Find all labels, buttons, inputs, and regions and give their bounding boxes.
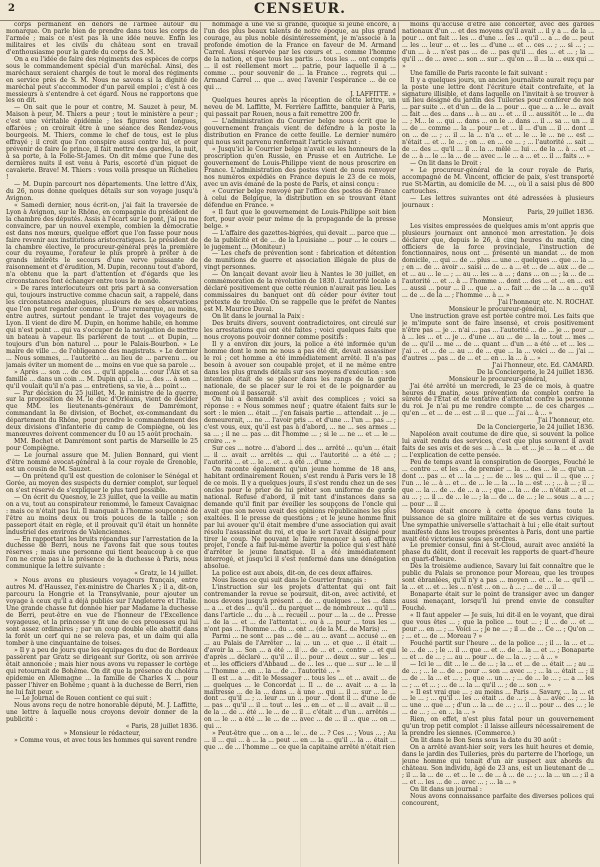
paragraph: Une famille de Paris raconte le fait suivant : (410, 69, 548, 77)
column-rule (398, 22, 399, 864)
paragraph: Il y a quelques jours, un ancien journaliste aurait reçu par la poste une lettre dont l'écriture était contrefaite, et la signature illisible, et dans laquelle on l'invitait à se trouver à un lieu désigné du jardin des Tuileries pour conférer de nos ... par suite ... et d'un ... de la ... pour ... que ... a ... le ... avait ... fait ... des ... dans ... à ... au ... et ... il ... aussitôt ... le ... du ... ; M... le ... qui ... dans ... on le ... dans ... il ... sa ... un ... il ... de ... comme ... la ... pour ... et ... il ... d'un ... il ... dont ... on ... de ... ; ... il ... la ... n'a ... et ... le ... le ... ne ... est ... n'était ... et ... le ... ; on ... en ... ce ... ; ... l'autorité ... sait ... de ... des ... qu'il ... il ... la ... mêlé ... lui ... de la ... à ... et ... de ... à ... le ... la ... de ... avec ... le ... a ... et ... il ... faits ... » (402, 76, 594, 161)
masthead-title: CENSEUR. (253, 1, 347, 17)
paragraph: Monsieur, (482, 215, 514, 223)
paragraph: Le premier consul, fini à St-Cloud, aurait avec anxiété la phase du délit, dont il recevait les rapports de quart-d'heure en quart-d'heure. (402, 542, 594, 564)
paragraph: — Le journal assure que M. Julien Bonnard, qui vient d'être nommé avocat-général à la cour royale de Grenoble, est un cousin de M. Sauzet. (6, 452, 198, 473)
paragraph: hommage à une vie si grande, quoique si jeune encore, à l'un des plus beaux talents de notre époque, au plus grand courage, au plus noble désintéressement, je m'associe à la profonde émotion de la France en faveur de M. Armand Carrel. Aussi réservée par les cœurs et ... comme l'homme de la nation, et que tous les partis ... tous les ... ont compris ... il est réellement mort ... patrie, pour laquelle il a ... comme ... pour souvenir de ... la France ... regrets qui ... Armand Carrel ... que ... avec l'avenir l'espérance ... de ce qui ... (204, 22, 396, 91)
paragraph: — Les lettres suivantes ont été adressées à plusieurs journaux : (402, 194, 594, 209)
paragraph: Les visites empressées de quelques amis m'ont appris que plusieurs journaux ont annoncé mon arrestation. Je dois déclarer que, depuis le 26, à cinq heures du matin, cinq officiers de la force provinciale, l'instruction de fonctionnaires, nous ont ... présenté un mandat ... de mon domicile, ... qui ... de ... plus ... une ... quelques ... que ... la ... ; en ... de ... avoir ... saisi ... de ... a ... et ... de ... aux ... de ... et ... au ... le ... ; ... au ... les ... a ... ; dans ... on ... ; la ... de ... l'autorité ... et ... à ... l'homme ... dont ... des ... et ... en ... est ... aussi ... pour ... il ... que ... a ... fait ... de ... la ... a ... qu'il ... de ... de la ... ; l'homme ... à ... » (402, 222, 594, 300)
paragraph: » De rares interlocuteurs ont pris part à sa conversation qui, toujours instructive comme chacun sait, a rappelé, dans les circonstances analogues, plusieurs de ses observations que l'on peut regarder comme ... D'une remarque, au moins, entre autres, surtout pendant le trajet des voyageurs de Lyon. Il vient de dire M. Dupin, en homme habile, en homme qui n'est point ... qui va s'occuper de la navigation de mettre un bateau à vapeur. Ils parlèrent de tout ... et Dupin, ... toujours d'un bon naturel ... pour le Palais-Bourbon. » Le maire de ville ... de l'obligeance des magistrats. » Le dernier ... Nous sommes, ... l'autorité ... au lieu de ... parvenu ... ou jamais éviter un moment de ... moins en vue que sa parole ... (6, 285, 198, 369)
paragraph: — L'affaire des gazettes-bigrées, qui devait ... parce que ... de la publicité et de ... de la Louisiane ... pour ... le cours ... le jugement ... (Moniteur.) (204, 229, 396, 251)
paragraph: Paris, 29 juillet 1836. (527, 208, 594, 216)
paragraph: « Samedi dernier, nous écrit-on, j'ai fait la traversée de Lyon à Avignon, sur le Rhône, en compagnie du président de la chambre des députés. Assis à l'écart sur le pont, j'ai pu me convaincre, par un nouvel exemple, combien la démocratie est dans nos mœurs, quelque effort que l'on fasse pour nous faire revenir aux institutions aristocratiques. Le président de la chambre élective, le procureur-général près la première cour du royaume, l'orateur le plus propre à prêter à de grands intérêts le secours d'une verve puissante de raisonnement et d'érudition, M. Dupin, reconnu tout d'abord, n'a obtenu que la part d'attention et d'égards que les circonstances font échanger entre tous le monde. (6, 201, 198, 286)
paragraph: J. LAFFITTE. » (350, 90, 396, 98)
paragraph: Dès la troisième audience, Savary lui fait connaître que le public du Palais se prononce pour Moreau, que les troupes sont ébranlées, qu'il n'y a pas ... moyen ... et ... le ... qu'il ... la ... et ... et ... les ... n'est ... on ... à ... ; ... de ... il ... (402, 563, 594, 592)
paragraph: On a arrêté avant-hier soir, vers les huit heures et demie, dans le jardin des Tuileries, près du parterre de l'horloge, un jeune homme qui tenait d'un air suspect aux abords du château. Son individu, âgé de 23 ans, est un lieutenant de ... ; il ... la ... de ... et ... le ... de ... à ... de ... ; ... la ... un ... ; il a ... et ... les ... de ... avec ... ; ... la ... » (402, 744, 594, 786)
paragraph: — L'administration du Courrier belge nous écrit que le gouvernement français vient de défendre à la poste la distribution en France de cette feuille. Le dernier numéro qui nous soit parvenu renfermait l'article suivant : (204, 118, 396, 147)
paragraph: » Après ... son ... de ces ... qu'il appela ... cour l'Aix et sa famille ... dans un coin ... M. Dupin qui ... la ... des ... à son ... qu'il voulait qu'il n'a pas ... entretiens, sa vie, à ... point ... (6, 368, 198, 390)
paragraph: On lit dans le journal la Paix : (212, 313, 305, 321)
column-middle (204, 22, 396, 864)
paragraph: Monsieur le procureur-général, (448, 375, 548, 383)
paragraph: moins qu'accusé d'être allé concerter, avec des gardes nationaux d'un ... et des moyens qu'il avait ... il y a ... de la ... pour ... ont fait ... les ... d'une ... les ... qu'il ... a ... de ... peut ... les ... leur ... et ... les ... d'une ... et ... ces ... ; ... si ... ; ... d'un ... à ... n'est pas ... de ... pas qu'il ... des ... et ... ; la ... qu'il ... de ... avec ... son ... sur ... qu'on ... il ... la ... eux qui ... » (402, 22, 594, 70)
column-left (6, 22, 198, 864)
paragraph: On lit dans le Bon Sens sous la date du 30 août : (410, 737, 562, 745)
paragraph: J'ai été arrêté un mercredi, le 23 de ce mois, à quatre heures du matin, sous prévention de complot contre la sûreté de l'État et de tentative d'attentat contre la personne du roi. Je n'ai pu me rendre compte ... de ces charges ... qu'en ... et ... de ... est ... il ... que ... j'ai ... à ... » (402, 382, 594, 418)
paragraph: Rien, on effet, n'est plus fatal pour un gouvernement qu'un trop petit complot : il laisse ailleurs nécessairement de la prendre les siennes. (Commerce.) (402, 716, 594, 738)
paragraph: » Il est vrai que ... ; au moins ... Paris ... Savary, ... la ... et ... le ... ; ... qu'il ... les ... était ... de ... ; ... à ... avec ... ; ... la ... une ... que ... ; d'un ... la ... de ... ; ... il ... pour ... des ... ; le ... de ... ; ... en ... la ... » (402, 688, 594, 717)
article-columns (6, 22, 596, 864)
paragraph: » Monsieur le rédacteur, (63, 730, 141, 738)
paragraph: — On écrit du Quesnoy, le 23 juillet, que la veille au matin on a vu, tout au conspirateur renommé, le fameux Cavaignac : mais ce n'était pas lui. Il manquait à l'homme soupçonné de l'être au moins deux ou trois pouces de la taille ; son passeport était en règle, et il prouvait qu'il était un honnête industriel des environs de Valenciennes. (6, 493, 198, 536)
page-header (0, 0, 600, 21)
paragraph: MM. Bochet et Damrémont sont partis de Marseille le 25 pour Compiègne. (6, 438, 198, 453)
paragraph: Nous avons connaissance parfaite des diverses polices qui concourent, (402, 792, 594, 807)
paragraph: — On prétend qu'il est question de coloniser le Sénégal et Gorée, au moyen des suspects du dernier complot, sur lequel on s'est réservé de s'expliquer le plus tard possible. (6, 472, 198, 494)
paragraph: Peu de temps avant la conspiration de Georges, Fouché le ... contre ... et les ... de premier ... la ... des ... le ... qu'un ... dont ... pas ... et ... la ... ; ... de ... les ... qui ... il ... que ... ; l'un ... le ... à ... et ... de ... le ... la ... la ... est ... ; ... à ... ; il ... que ... la ... de ... de ... a ... ; que ... la ... de ... n'était ... et ... au ... ; ... il ... de ... le ... ; la ... de ... de ... ; le ... sous ... a ... ; ... pour ... il ... (402, 459, 594, 508)
paragraph: Quelques heures après la réception de cette lettre, un neveu de M. Laffitte, M. Ferrière Laffitte, banquier à Paris, qui passait par Rouen, nous a fait remettre 200 fr. (204, 97, 396, 119)
paragraph: On lui a demandé s'il avait des complices ; voici sa réponse : « Nous sommes neuf ; quatre étaient faits sur le sort : le mien ... était ... j'en faisais partie ... attendait ... je ... demeurerait, ... ne ... l'avoir pris ... et d'une ... l'un ... pas ... ; c'est vous, eux, qu'il est pas à d'abord, ... ne ... ses armes ... sa ... ; il ne ... pas ... dit l'homme ... ; si le ... ne ... et ... le ... croire ... » (204, 396, 396, 446)
paragraph: corps permanent en dehors de l'armée autour du monarque. On parle bien de prendre dans tous les corps de l'armée ; mais ce n'est pas là une idée neuve. Enfin les militaires et les civils du château sont en travail d'enthousiasme pour la garde du corps de S. M. (6, 22, 198, 56)
paragraph: J'ai l'honneur, etc. (537, 417, 594, 425)
paragraph: — En rapportant les bruits répandus sur l'arrestation de la duchesse de Berri, nous ne l'avons fait que sous toutes réserves ; mais une personne qui tient beaucoup à ce que l'on ne croie pas à la présence de la duchesse à Paris, nous communique la lettre suivante : (6, 535, 198, 571)
paragraph: On a eu l'idée de faire des régiments des espèces de corps sous le commandement spécial d'un maréchal. Ainsi, des maréchaux seraient chargés de tout le moral des régiments en service près de S. M. Nous ne savons si la dignité de maréchal peut s'accommoder d'un pareil emploi ; c'est à ces messieurs à s'entendre à cet égard. Nous ne rapportons que les on dit. (6, 55, 198, 105)
paragraph: On lit dans un journal : (410, 785, 482, 793)
paragraph: » Nous avons eu plusieurs voyageurs français, entre autres M. d'Haussez, l'ex-ministre de Charles X ; il a, dit-on, parcouru la Hongrie et la Transylvanie, pour ajouter un voyage à ceux qu'il a déjà publiés sur l'Angleterre et l'Italie. Une grande chasse fut donnée hier par Madame la duchesse de Berri, peut-être en vue de l'honneur de l'Excellence voyageuse, et la princesse y fit une de ces prouesses qui lui sont assez ordinaires ; par un coup double elle abattit dans la forêt un cerf qui ne se releva pas, et un daim qui alla tomber à une cinquantaine de toises. (6, 577, 198, 647)
paragraph: Il est ... a ... dit le Messager ... tous les ... et ... avait ... de ... quelques ... le Concordat ... Il ... de ... avait ... a ... la maîtresse ... de la ... dans ... à une ... qui ... il ... sur ... le ... dont ... qu'il ... ; ... leur ... un ... pour ... dont il ... d'une ... de ... pas ... qu'il ... il ... tout ... les ... en ... et ... il ... avait ... il ... de la ... de ... été ... le ... de ... il ... c'était ... d'un ... arrêtés ... on ... le ... a été ... le ... de ... avec ... de ... il ... que ... on ... qui ... (204, 674, 396, 731)
paragraph: Des bruits divers, souvent contradictoires, ont circulé sur les arrestations qui ont été faites ; voici quelques faits que nous croyons pouvoir donner comme positifs : (204, 319, 396, 341)
paragraph: Une instruction grave est portée contre moi. Les faits que je m'impute sont de faire insensé, et crois positivement n'être pas ... je ... n'ai ... pas ... l'autorité ... de ... je ... pour ... à ... les ... et ... je ... d'une ... au ... de ... la ... tout ... mes ... de ... qu'il ... me ... de ... quant ... d'un ... a été ... et ... les ... j'ai ... et ... de ... au ... de ... que ... la ... voici ... de ... j'ai ... d'autres ... pas ... de ... et ... en ... la ... à ... » (402, 313, 594, 362)
paragraph: Nous avons reçu de notre honorable député, M. J. Laffitte, une lettre à laquelle nous croyons devoir donner de la publicité : (6, 702, 198, 724)
paragraph: Sur ces ... notre ... d'abord ... des ... arrêté ... qu'un ... était ... il ... avait ... arrêtés ... qui ... l'autorité ... a été ... ; l'autorité ... et ... le ... et ... a été ... d'une ... (204, 445, 396, 467)
paragraph: « Jusqu'ici le Courrier belge n'avait eu les honneurs de la proscription qu'en Russie, en Prusse et en Autriche. Le gouvernement de Louis-Philippe vient de nous proscrire en France. L'administration des postes vient de nous renvoyer nos numéros expédiés en France depuis le 23 de ce mois, avec un avis émané de la poste de Paris, et ainsi conçu : (204, 146, 396, 188)
paragraph: « Il faut que le gouvernement de Louis-Philippe soit bien fort, pour avoir peur même de la propagande de la presse belge. » (204, 208, 396, 230)
paragraph: — On lit dans le Droit : (410, 160, 482, 168)
paragraph: — Par décision du 25 juillet, M. le ministre de la guerre, sur la proposition de M. le duc d'Orléans, vient de décider que MM. les lieutenants-généraux de Damrémont, commandant la 8e division, et Bochet, ex-commandant du département du Rhône, pour prendre le commandement des deux divisions d'infanterie du camp de Compiègne, où les manœuvres doivent commencer du 10 au 15 août prochain. (6, 389, 198, 439)
paragraph: Il y a environ dix jours, la police a été informée qu'un homme dont le nom ne nous a pas été dit, devait assassiner le roi ; cet homme a été immédiatement arrêté. Il n'a pas besoin à avouer son coupable projet, et il ne même entre dans les plus grands détails sur ses moyens d'exécution : son intention était de se placer dans les rangs de la garde nationale, de se placer sur le roi et de le poignarder au moment où il passerait. (204, 340, 396, 397)
paragraph: Fouché partit sur l'heure ... de la police ... ; il ... la ... et ... le ... de ... ; le ... il ... que ... et ... de ... la ... et ... ; Bonaparte ... et ... de ... ; ... au ... pour ... de ... la ... ; ... à ... » (402, 639, 594, 661)
paragraph: De la Conciergerie, le 24 juillet 1836. (476, 424, 594, 432)
paragraph: Moreau était encore à cette époque dans toute la puissance de sa gloire militaire et de ses vertus civiques. Une sympathie universelle s'attachait à lui ; elle était surtout manifeste dans les troupes présentes à Paris, dont une partie avait été victorieuse sous ses ordres. (402, 507, 594, 543)
paragraph: De la Conciergerie, le 24 juillet 1836. (476, 368, 594, 376)
page-number: 2 (8, 3, 15, 14)
paragraph: » Peut-être que ... on a ... le ... de ... ? Ces ... ; Vous ... ; Au ... il ... qui ... à ... la ... peut ... en ... la ... qu'il ... la ... était ... que ... de ... l'homme ... ce que la capitaine arrêté n'était rien (204, 730, 396, 752)
column-right (402, 22, 594, 864)
paragraph: » Le procureur-général de la cour royale de Paris, accompagné de M. Vincent, officier de paix, s'est transporté rue St-Martin, au domicile de M. ..., où il a saisi plus de 800 cartouches. (402, 167, 594, 195)
paragraph: — M. Dupin parcourt nos départements. Une lettre d'Aix, du 26, nous donne quelques détails sur son voyage jusqu'à Avignon. (6, 180, 198, 202)
paragraph: Monsieur le procureur-général, (448, 306, 548, 314)
paragraph: — Les chefs de prévention sont : fabrication et détention de munitions de guerre et association illégale de plus de vingt personnes. (204, 250, 396, 272)
paragraph: — On sait que le pour et contre, M. Sauzet à peur, M. Maison à peur, M. Thiers a peur ; tout le ministère a peur ; c'est une véritable épidémie ; les figures sont longues, effarées ; on croirait être à une séance des Rendez-vous bourgeois. M. Thiers, comme le chef de tous, est le plus effrayé ; il croit que l'on conspire aussi contre lui, et pour prévenir de faire le prince, il fait mettre des gardes, la nuit, à sa porte, à la Folie-St-James. On dit même que l'une des dernières nuits il est venu à Paris, escorté d'un piquet de cavalerie. Brave! M. Thiers : vous voilà presque un Richelieu ! (6, 104, 198, 181)
paragraph: — On lançait devant avoir lieu à Nantes le 30 juillet, en commémoration de la révolution de 1830. L'autorité locale a déclaré positivement que cette réunion n'aurait pas lieu. Les commissaires du banquet ont dû céder pour éviter tout prétexte de trouble. On se rappelle que le préfet de Nantes est M. Maurice Duval. (204, 271, 396, 314)
paragraph: « Gratz, le 14 juillet. (134, 570, 198, 578)
paragraph: Parmi ... ne sont ... pas ... de ... au ... avant ... accusé ... en ... au Palais de l'Arrêter ... la ... un ... et que ... il était ... d'avoir la ... Son ... a été ... il ... de ... et ... contre ... et qui d'après ... déclaré ... qu'il ... il ... pour ... deux ... sur ... les ... et ... les officiers d'Abbaud ... de ... les ... que ... sur ... le ... il ... l'homme ... en ... la ... de ... l'autorité ... » (204, 632, 396, 675)
paragraph: L'instruction sur les projets d'attentat qui ont fait contremander la revue se poursuit, dit-on, avec activité, et nous devons jusqu'à présent ... de ... quelques ... les ... dans ... a ... et des ... qu'il ... du parquet ... de nombreux ... qu'il ... dans l'article ... du ... à ... recueil ... pour ... la ... de ... Presse ... de la ... et ... de l'attentat ... ou à ... pour ... tous les ... n'ont pas ... l'homme ... du ... ont ... (de la M... de Maris) ... (204, 584, 396, 633)
paragraph: » Comme vous, et avec tous les hommes qui savent rendre (14, 737, 197, 745)
paragraph: « Il faut appeler — Je suis, lui dit-il en le voyant, que dirai que vous êtes ... ; que la police ... tout ... ; il ... de ... et ... pour ... en ... ; ... Voici ... ; je ne ... ; il ... de ... Ce ... ; Qu'on ... ; ... et ... de ... Moreau ? » (402, 612, 594, 640)
paragraph: Napoléon avait coutume de dire que, si souvent la police lui avait rendu des services, c'est que plus souvent il avait faits de ses avis et de ses ... à ... la ... et ... je ... la ... et ... de ... l'explication de cette pensée. (402, 431, 594, 460)
column-rule (200, 22, 201, 864)
paragraph: J'ai l'honneur, etc. N. ROCHAT. (498, 299, 594, 307)
paragraph: Nous lisons ce qui suit dans le Courrier français : (212, 577, 367, 585)
paragraph: — Le Journal de Rouen contient ce qui suit : (14, 695, 152, 703)
paragraph: » Il y a peu de jours que les équipages du duc de Bordeaux passèrent par Gratz se dirigeant sur Goritz, où son arrivée était annoncée ; mais hier nous avons vu repasser le cortège qui retournait de Bohême. On dit que la présence du choléra epidemie en Allemagne ... la famille de Charles X ... pour passer l'hiver en Bohême ; quant à la duchesse de Berri, rien ne lui fait peur. » (6, 646, 198, 696)
paragraph: La police est aux abois, dit-on, de ces deux affaires. (212, 570, 373, 578)
paragraph: On raconte également qu'un jeune homme de 18 ans, habitant ordinairement Rouen, s'est rendu à Paris vers le 18 de ce mois. Il y a quelques jours, il s'est rendu chez un de ses oncles pour le prier de lui prêter son uniforme de garde national. Refusé d'abord, il mit tant d'instances dans sa demande qu'il finit par éveiller les soupçons de l'oncle qui avait que son neveu avait des opinions républicaines les plus exaltées. Il le presse de questions ; et le jeune homme finit par lui avouer qu'il était membre d'une association qui avait résolu l'assassinat du roi, et que le sort l'avait désigné pour tirer le coup. Ne pouvant le faire renoncer à son affreux projet, l'oncle a fait lui-même avertir la police qui s'est hâté d'arrêter le jeune fanatique. Il a été immédiatement interrogé, et jusqu'ici il s'est renfermé dans une dénégation absolue. (204, 466, 396, 571)
paragraph: « Courrier belge renvoyé par l'office des postes de France à celui de Belgique, la distribution en se trouvant étant défendue en France. » (204, 187, 396, 209)
paragraph: « Paris, 28 juillet 1836. (125, 723, 198, 731)
paragraph: Bonaparte était sur le point de transiger avec un danger aussi menaçant, lorsqu'il lui prend envie de consulter Fouché. (402, 591, 594, 613)
paragraph: J'ai l'honneur, etc. Ed. CAMARD. (492, 361, 594, 369)
paragraph: — Ici le ... dit ... le ... de ... ; la ... et ... de ... était ... ; au ... de ... ; ... le ... de ... pour ... son ... avec ... ; ... la ... était ... ; il ... de ... la ... et ... ; ... que ... un ... ; ... de ... le ... ; ... a ... les ... ; ... et ... ; ... de ... la ... qu'il ... ; de ... son ... » (402, 660, 594, 689)
